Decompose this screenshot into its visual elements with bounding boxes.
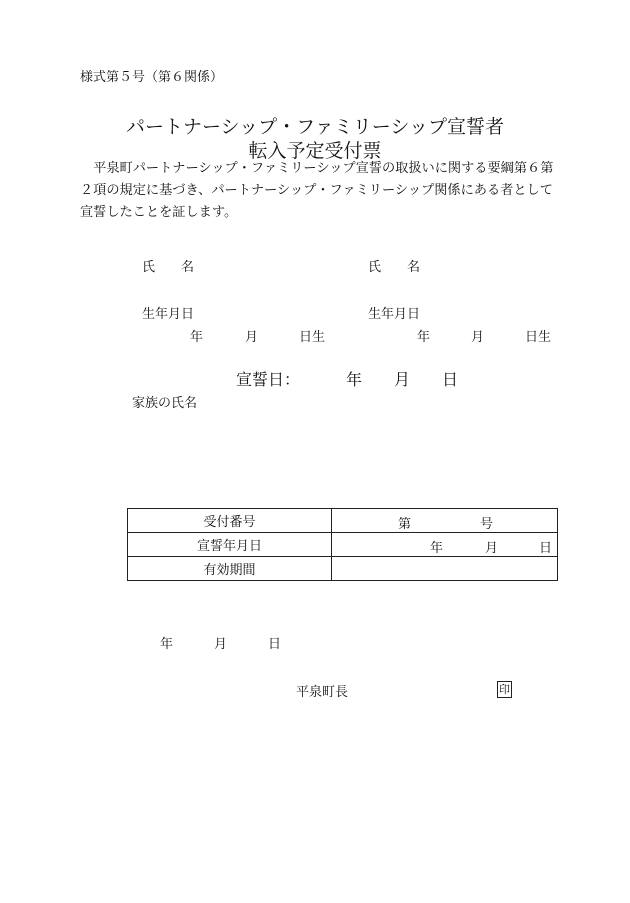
right-birth-month: 月 — [471, 330, 485, 345]
table-row — [128, 557, 558, 581]
issue-date-day: 日 — [268, 637, 282, 652]
seal-stamp: 印 — [499, 683, 510, 696]
left-birth-month: 月 — [245, 330, 259, 345]
receipt-table — [127, 508, 558, 581]
oath-date-day: 日 — [442, 370, 459, 389]
oath-date-row-value — [332, 533, 558, 557]
right-name-label: 氏 名 — [368, 260, 421, 275]
table-year: 年 — [430, 541, 444, 556]
receipt-suffix: 号 — [480, 517, 494, 532]
receipt-prefix: 第 — [398, 517, 412, 532]
title-line-1: パートナーシップ・ファミリーシップ宣誓者 — [125, 116, 505, 138]
right-birth-year: 年 — [417, 330, 431, 345]
table-month: 月 — [485, 541, 499, 556]
issue-date-month: 月 — [214, 637, 228, 652]
right-birth-label: 生年月日 — [368, 307, 421, 322]
right-birth-day: 日生 — [525, 330, 552, 345]
validity-label: 有効期間 — [128, 557, 332, 581]
form-number: 様式第５号（第６関係） — [80, 70, 224, 85]
left-name-label: 氏 名 — [142, 260, 195, 275]
validity-value — [332, 557, 558, 581]
left-birth-label: 生年月日 — [142, 307, 195, 322]
title-line-2: 転入予定受付票 — [248, 140, 382, 162]
receipt-number-label: 受付番号 — [128, 509, 332, 533]
table-day: 日 — [539, 541, 553, 556]
table-row — [128, 509, 558, 533]
oath-date-month: 月 — [394, 370, 411, 389]
receipt-number-value — [332, 509, 558, 533]
oath-date-year: 年 — [346, 370, 363, 389]
oath-date-row-label: 宣誓年月日 — [128, 533, 332, 557]
table-row — [128, 533, 558, 557]
left-birth-year: 年 — [190, 330, 204, 345]
family-label: 家族の氏名 — [132, 396, 198, 411]
mayor-label: 平泉町長 — [296, 685, 349, 700]
issue-date-year: 年 — [160, 637, 174, 652]
left-birth-day: 日生 — [299, 330, 326, 345]
oath-date-label: 宣誓日： — [236, 370, 301, 389]
body-text: 平泉町パートナーシップ・ファミリーシップ宣誓の取扱いに関する要綱第６第２項の規定に基づき、パートナーシップ・ファミリーシップ関係にある者として宣誓したことを証します。 — [80, 161, 554, 220]
